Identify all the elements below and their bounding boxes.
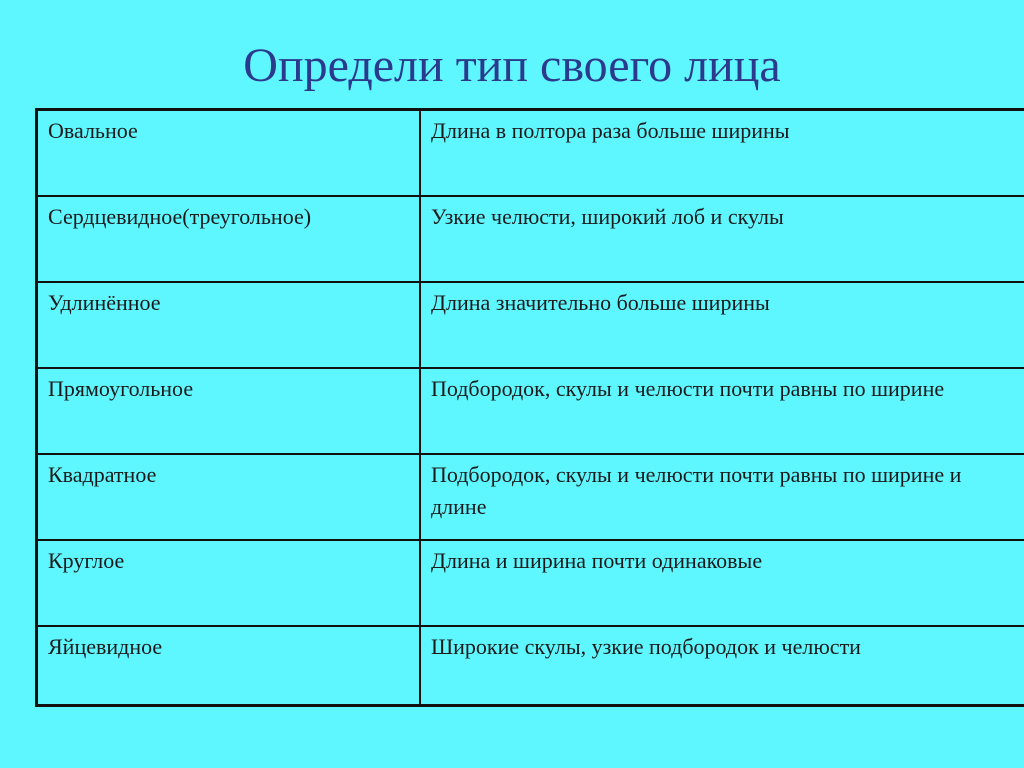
face-type-cell: Яйцевидное xyxy=(37,626,420,706)
table-row xyxy=(37,540,1024,626)
face-description-cell: Узкие челюсти, широкий лоб и скулы xyxy=(420,196,1024,282)
table-row xyxy=(37,282,1024,368)
face-type-cell: Прямоугольное xyxy=(37,368,420,454)
face-description-cell: Длина значительно больше ширины xyxy=(420,282,1024,368)
slide-title: Определи тип своего лица xyxy=(243,39,781,92)
table-row xyxy=(37,110,1024,196)
face-type-cell: Сердцевидное(треугольное) xyxy=(37,196,420,282)
face-description-cell: Длина в полтора раза больше ширины xyxy=(420,110,1024,196)
face-description-cell: Длина и ширина почти одинаковые xyxy=(420,540,1024,626)
face-type-cell: Квадратное xyxy=(37,454,420,540)
table-row xyxy=(37,626,1024,706)
face-description-cell: Подбородок, скулы и челюсти почти равны по ширине и длине xyxy=(420,454,1024,540)
table-row xyxy=(37,368,1024,454)
face-description-cell: Широкие скулы, узкие подбородок и челюсти xyxy=(420,626,1024,706)
face-type-table xyxy=(35,108,1024,707)
table-row xyxy=(37,196,1024,282)
face-type-cell: Овальное xyxy=(37,110,420,196)
face-type-cell: Круглое xyxy=(37,540,420,626)
face-description-cell: Подбородок, скулы и челюсти почти равны по ширине xyxy=(420,368,1024,454)
face-type-cell: Удлинённое xyxy=(37,282,420,368)
table-row xyxy=(37,454,1024,540)
